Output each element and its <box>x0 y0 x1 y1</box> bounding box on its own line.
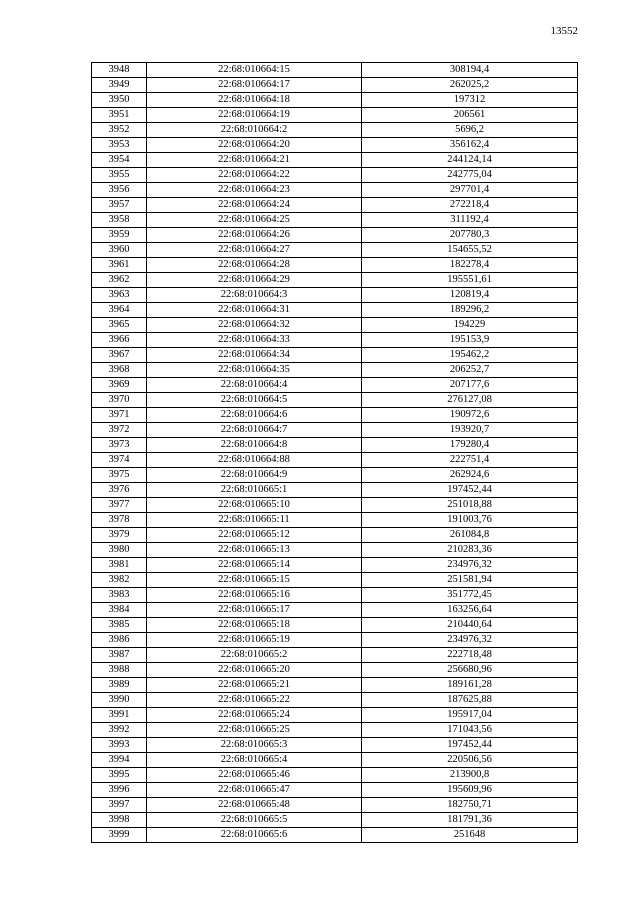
row-number-cell: 3968 <box>92 363 147 378</box>
row-number-cell: 3974 <box>92 453 147 468</box>
table-row <box>92 318 578 333</box>
row-number-cell: 3955 <box>92 168 147 183</box>
cadastral-number-cell: 22:68:010665:18 <box>147 618 362 633</box>
row-number-cell: 3985 <box>92 618 147 633</box>
cadastral-value-cell: 222718,48 <box>362 648 578 663</box>
cadastral-value-cell: 190972,6 <box>362 408 578 423</box>
cadastral-number-cell: 22:68:010665:20 <box>147 663 362 678</box>
row-number-cell: 3972 <box>92 423 147 438</box>
table-row <box>92 363 578 378</box>
cadastral-value-cell: 356162,4 <box>362 138 578 153</box>
row-number-cell: 3989 <box>92 678 147 693</box>
row-number-cell: 3958 <box>92 213 147 228</box>
row-number-cell: 3992 <box>92 723 147 738</box>
row-number-cell: 3978 <box>92 513 147 528</box>
cadastral-number-cell: 22:68:010665:25 <box>147 723 362 738</box>
table-row <box>92 543 578 558</box>
cadastral-value-cell: 191003,76 <box>362 513 578 528</box>
cadastral-number-cell: 22:68:010664:6 <box>147 408 362 423</box>
table-row <box>92 213 578 228</box>
cadastral-number-cell: 22:68:010664:27 <box>147 243 362 258</box>
table-row <box>92 468 578 483</box>
row-number-cell: 3963 <box>92 288 147 303</box>
row-number-cell: 3988 <box>92 663 147 678</box>
cadastral-value-cell: 187625,88 <box>362 693 578 708</box>
row-number-cell: 3951 <box>92 108 147 123</box>
table-row <box>92 93 578 108</box>
table-row <box>92 513 578 528</box>
table-row <box>92 678 578 693</box>
cadastral-number-cell: 22:68:010664:17 <box>147 78 362 93</box>
cadastral-number-cell: 22:68:010664:31 <box>147 303 362 318</box>
table-row <box>92 258 578 273</box>
cadastral-value-cell: 242775,04 <box>362 168 578 183</box>
table-row <box>92 648 578 663</box>
cadastral-number-cell: 22:68:010665:1 <box>147 483 362 498</box>
cadastral-number-cell: 22:68:010665:21 <box>147 678 362 693</box>
table-row <box>92 798 578 813</box>
table-row <box>92 408 578 423</box>
row-number-cell: 3982 <box>92 573 147 588</box>
cadastral-value-cell: 244124,14 <box>362 153 578 168</box>
cadastral-value-cell: 182750,71 <box>362 798 578 813</box>
table-row <box>92 78 578 93</box>
row-number-cell: 3991 <box>92 708 147 723</box>
page-number: 13552 <box>550 25 578 37</box>
cadastral-number-cell: 22:68:010664:9 <box>147 468 362 483</box>
table-row <box>92 63 578 78</box>
table-row <box>92 528 578 543</box>
cadastral-value-cell: 251018,88 <box>362 498 578 513</box>
row-number-cell: 3983 <box>92 588 147 603</box>
cadastral-value-cell: 261084,8 <box>362 528 578 543</box>
row-number-cell: 3961 <box>92 258 147 273</box>
cadastral-number-cell: 22:68:010664:2 <box>147 123 362 138</box>
table-row <box>92 663 578 678</box>
table-body <box>92 63 578 843</box>
cadastral-value-cell: 171043,56 <box>362 723 578 738</box>
row-number-cell: 3954 <box>92 153 147 168</box>
row-number-cell: 3980 <box>92 543 147 558</box>
cadastral-value-cell: 181791,36 <box>362 813 578 828</box>
row-number-cell: 3986 <box>92 633 147 648</box>
cadastral-number-cell: 22:68:010665:2 <box>147 648 362 663</box>
cadastral-value-cell: 5696,2 <box>362 123 578 138</box>
cadastral-value-cell: 276127,08 <box>362 393 578 408</box>
row-number-cell: 3999 <box>92 828 147 843</box>
cadastral-number-cell: 22:68:010665:19 <box>147 633 362 648</box>
cadastral-number-cell: 22:68:010665:22 <box>147 693 362 708</box>
row-number-cell: 3987 <box>92 648 147 663</box>
row-number-cell: 3976 <box>92 483 147 498</box>
table-row <box>92 228 578 243</box>
cadastral-number-cell: 22:68:010664:4 <box>147 378 362 393</box>
cadastral-number-cell: 22:68:010664:33 <box>147 333 362 348</box>
row-number-cell: 3994 <box>92 753 147 768</box>
cadastral-number-cell: 22:68:010665:13 <box>147 543 362 558</box>
cadastral-value-cell: 262025,2 <box>362 78 578 93</box>
row-number-cell: 3996 <box>92 783 147 798</box>
row-number-cell: 3990 <box>92 693 147 708</box>
cadastral-number-cell: 22:68:010664:5 <box>147 393 362 408</box>
cadastral-number-cell: 22:68:010664:34 <box>147 348 362 363</box>
cadastral-value-cell: 120819,4 <box>362 288 578 303</box>
cadastral-number-cell: 22:68:010664:15 <box>147 63 362 78</box>
cadastral-value-cell: 297701,4 <box>362 183 578 198</box>
cadastral-value-cell: 256680,96 <box>362 663 578 678</box>
cadastral-value-cell: 195462,2 <box>362 348 578 363</box>
table-row <box>92 483 578 498</box>
cadastral-number-cell: 22:68:010665:11 <box>147 513 362 528</box>
cadastral-value-cell: 195551,61 <box>362 273 578 288</box>
row-number-cell: 3977 <box>92 498 147 513</box>
cadastral-value-cell: 213900,8 <box>362 768 578 783</box>
row-number-cell: 3956 <box>92 183 147 198</box>
row-number-cell: 3971 <box>92 408 147 423</box>
table-row <box>92 753 578 768</box>
cadastral-number-cell: 22:68:010665:10 <box>147 498 362 513</box>
cadastral-value-cell: 197452,44 <box>362 738 578 753</box>
cadastral-value-table <box>91 62 578 843</box>
row-number-cell: 3997 <box>92 798 147 813</box>
cadastral-number-cell: 22:68:010665:6 <box>147 828 362 843</box>
cadastral-value-cell: 195917,04 <box>362 708 578 723</box>
table-row <box>92 768 578 783</box>
row-number-cell: 3981 <box>92 558 147 573</box>
table-row <box>92 618 578 633</box>
cadastral-number-cell: 22:68:010664:8 <box>147 438 362 453</box>
cadastral-number-cell: 22:68:010664:21 <box>147 153 362 168</box>
table-row <box>92 153 578 168</box>
cadastral-number-cell: 22:68:010664:32 <box>147 318 362 333</box>
row-number-cell: 3948 <box>92 63 147 78</box>
cadastral-number-cell: 22:68:010664:28 <box>147 258 362 273</box>
row-number-cell: 3995 <box>92 768 147 783</box>
cadastral-number-cell: 22:68:010665:3 <box>147 738 362 753</box>
cadastral-number-cell: 22:68:010664:24 <box>147 198 362 213</box>
cadastral-number-cell: 22:68:010664:35 <box>147 363 362 378</box>
row-number-cell: 3969 <box>92 378 147 393</box>
table-row <box>92 303 578 318</box>
table-row <box>92 168 578 183</box>
table-row <box>92 243 578 258</box>
cadastral-value-cell: 251648 <box>362 828 578 843</box>
cadastral-number-cell: 22:68:010665:46 <box>147 768 362 783</box>
table-row <box>92 603 578 618</box>
cadastral-value-cell: 163256,64 <box>362 603 578 618</box>
cadastral-value-cell: 210283,36 <box>362 543 578 558</box>
cadastral-number-cell: 22:68:010665:16 <box>147 588 362 603</box>
table-row <box>92 783 578 798</box>
cadastral-number-cell: 22:68:010664:23 <box>147 183 362 198</box>
cadastral-number-cell: 22:68:010665:15 <box>147 573 362 588</box>
table-row <box>92 273 578 288</box>
table-row <box>92 378 578 393</box>
cadastral-number-cell: 22:68:010665:4 <box>147 753 362 768</box>
table-row <box>92 588 578 603</box>
row-number-cell: 3965 <box>92 318 147 333</box>
row-number-cell: 3950 <box>92 93 147 108</box>
cadastral-value-cell: 251581,94 <box>362 573 578 588</box>
cadastral-number-cell: 22:68:010665:24 <box>147 708 362 723</box>
row-number-cell: 3952 <box>92 123 147 138</box>
cadastral-number-cell: 22:68:010665:48 <box>147 798 362 813</box>
table-row <box>92 828 578 843</box>
table-row <box>92 183 578 198</box>
row-number-cell: 3960 <box>92 243 147 258</box>
table-row <box>92 393 578 408</box>
cadastral-number-cell: 22:68:010664:26 <box>147 228 362 243</box>
table-row <box>92 738 578 753</box>
cadastral-value-cell: 207780,3 <box>362 228 578 243</box>
table-row <box>92 138 578 153</box>
table-row <box>92 108 578 123</box>
cadastral-number-cell: 22:68:010664:18 <box>147 93 362 108</box>
cadastral-value-cell: 207177,6 <box>362 378 578 393</box>
table-row <box>92 348 578 363</box>
cadastral-number-cell: 22:68:010664:7 <box>147 423 362 438</box>
cadastral-value-cell: 182278,4 <box>362 258 578 273</box>
cadastral-number-cell: 22:68:010664:22 <box>147 168 362 183</box>
table-row <box>92 813 578 828</box>
table-row <box>92 123 578 138</box>
row-number-cell: 3953 <box>92 138 147 153</box>
cadastral-value-cell: 206252,7 <box>362 363 578 378</box>
cadastral-value-cell: 154655,52 <box>362 243 578 258</box>
row-number-cell: 3959 <box>92 228 147 243</box>
cadastral-number-cell: 22:68:010664:25 <box>147 213 362 228</box>
cadastral-value-cell: 308194,4 <box>362 63 578 78</box>
table-row <box>92 438 578 453</box>
cadastral-number-cell: 22:68:010664:20 <box>147 138 362 153</box>
cadastral-value-cell: 262924,6 <box>362 468 578 483</box>
table-row <box>92 693 578 708</box>
row-number-cell: 3998 <box>92 813 147 828</box>
cadastral-number-cell: 22:68:010665:12 <box>147 528 362 543</box>
row-number-cell: 3967 <box>92 348 147 363</box>
cadastral-number-cell: 22:68:010664:3 <box>147 288 362 303</box>
row-number-cell: 3962 <box>92 273 147 288</box>
cadastral-number-cell: 22:68:010665:17 <box>147 603 362 618</box>
row-number-cell: 3993 <box>92 738 147 753</box>
row-number-cell: 3984 <box>92 603 147 618</box>
table-row <box>92 423 578 438</box>
cadastral-value-cell: 179280,4 <box>362 438 578 453</box>
table-row <box>92 723 578 738</box>
table-row <box>92 498 578 513</box>
cadastral-number-cell: 22:68:010665:14 <box>147 558 362 573</box>
cadastral-number-cell: 22:68:010664:29 <box>147 273 362 288</box>
cadastral-value-cell: 189296,2 <box>362 303 578 318</box>
cadastral-value-cell: 197452,44 <box>362 483 578 498</box>
cadastral-value-cell: 197312 <box>362 93 578 108</box>
cadastral-value-cell: 272218,4 <box>362 198 578 213</box>
table-row <box>92 333 578 348</box>
cadastral-value-cell: 195153,9 <box>362 333 578 348</box>
row-number-cell: 3949 <box>92 78 147 93</box>
cadastral-value-cell: 311192,4 <box>362 213 578 228</box>
row-number-cell: 3957 <box>92 198 147 213</box>
cadastral-value-cell: 195609,96 <box>362 783 578 798</box>
cadastral-value-cell: 234976,32 <box>362 558 578 573</box>
cadastral-value-cell: 206561 <box>362 108 578 123</box>
cadastral-number-cell: 22:68:010665:5 <box>147 813 362 828</box>
cadastral-value-cell: 194229 <box>362 318 578 333</box>
cadastral-number-cell: 22:68:010665:47 <box>147 783 362 798</box>
table-row <box>92 573 578 588</box>
cadastral-value-cell: 193920,7 <box>362 423 578 438</box>
row-number-cell: 3966 <box>92 333 147 348</box>
table-row <box>92 558 578 573</box>
table-row <box>92 288 578 303</box>
row-number-cell: 3970 <box>92 393 147 408</box>
cadastral-number-cell: 22:68:010664:19 <box>147 108 362 123</box>
row-number-cell: 3964 <box>92 303 147 318</box>
cadastral-value-cell: 234976,32 <box>362 633 578 648</box>
table-row <box>92 198 578 213</box>
cadastral-number-cell: 22:68:010664:88 <box>147 453 362 468</box>
cadastral-value-cell: 351772,45 <box>362 588 578 603</box>
table-row <box>92 453 578 468</box>
cadastral-value-cell: 210440,64 <box>362 618 578 633</box>
row-number-cell: 3975 <box>92 468 147 483</box>
cadastral-value-cell: 222751,4 <box>362 453 578 468</box>
table-row <box>92 633 578 648</box>
cadastral-value-cell: 220506,56 <box>362 753 578 768</box>
row-number-cell: 3979 <box>92 528 147 543</box>
row-number-cell: 3973 <box>92 438 147 453</box>
cadastral-value-cell: 189161,28 <box>362 678 578 693</box>
table-row <box>92 708 578 723</box>
